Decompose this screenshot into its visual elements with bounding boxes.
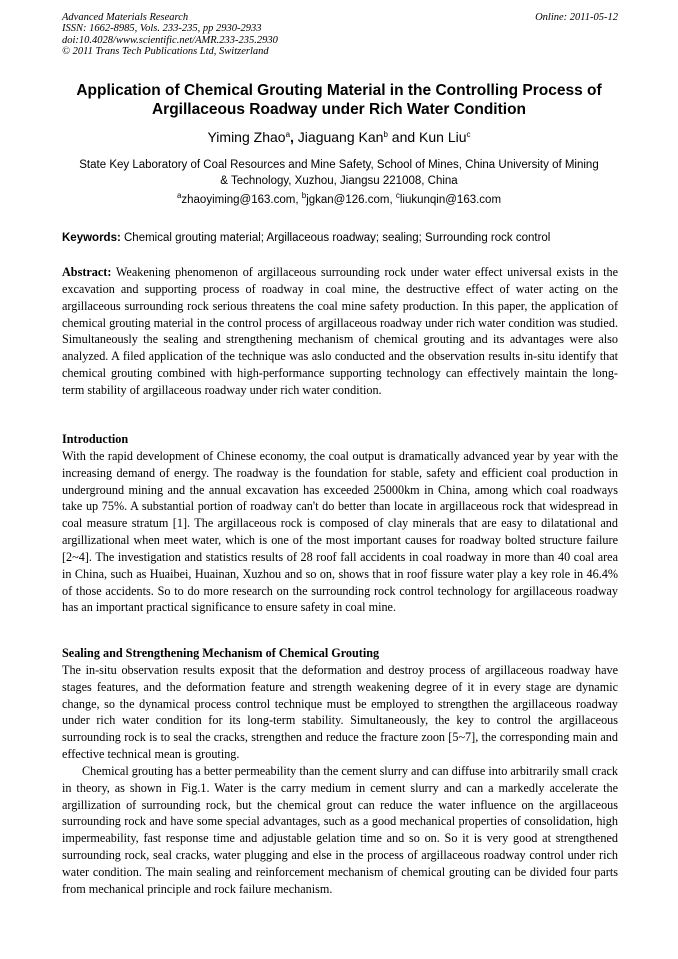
online-date: Online: 2011-05-12 [535, 12, 618, 23]
abstract-text: Weakening phenomenon of argillaceous surrounding rock under water effect universal exists in the excavation and supporting process of roadway in coal mine, the destructive effect of water acting on the argillaceous surrounding rock serious threatens the coal mine safety production. In this paper, the application of chemical grouting material in the control process of argillaceous roadway under rich water condition was studied. Simultaneously the sealing and strengthening mechanism of chemical grouting and its advantages were also analyzed. A filed application of the technique was aslo conducted and the observation results in-situ identify that chemical grouting combined with high-performance supporting technology can effectively maintain the long-term stability of argillaceous roadway under rich water condition. [62, 265, 618, 397]
title-line-2: Argillaceous Roadway under Rich Water Condition [151, 101, 527, 118]
issn-line: ISSN: 1662-8985, Vols. 233-235, pp 2930-2933 [62, 23, 262, 35]
paper-title [40, 81, 638, 119]
author-name: Jiaguang Kan [297, 129, 384, 145]
introduction-heading: Introduction [62, 432, 129, 446]
sealing-paragraph-1: The in-situ observation results exposit that the deformation and destroy process of argillaceous roadway have stages features, and the deformation feature and strength weakening degree of it in every stage are dynamic change, so the dynamical process control technique must be employed to strengthen the argillaceous roadway under rich water condition for its long-term stability. Simultaneously, the key to control the argillaceous surrounding rock is to seal the cracks, strengthen and reduce the fracture zoon [5~7], the corresponding main and effective technical mean is grouting. [62, 662, 618, 762]
email-address[interactable]: zhaoyiming@163.com, [181, 194, 302, 206]
email-superscript: c [395, 191, 400, 200]
author-name: Yiming Zhao [207, 129, 286, 145]
email-address[interactable]: liukunqin@163.com [399, 194, 502, 206]
abstract [62, 264, 618, 399]
keywords-text: Chemical grouting material; Argillaceous roadway; sealing; Surrounding rock control [120, 232, 551, 244]
introduction-section [62, 431, 618, 616]
author-name: Kun Liu [419, 129, 467, 145]
author-list [40, 128, 638, 146]
title-line-1: Application of Chemical Grouting Material in the Controlling Process of [76, 82, 602, 99]
author-superscript: a [285, 130, 291, 139]
sealing-section [62, 645, 618, 898]
author-superscript: b [383, 130, 388, 139]
author-separator: and [387, 129, 420, 145]
introduction-text: With the rapid development of Chinese economy, the coal output is dramatically advanced year by year with the increasing demand of energy. The roadway is the foundation for stable, safety and efficient coal production in underground mining and the annual excavation has exceeded 25000km in China, among which coal roadways take up 75%. A substantial portion of roadway can't do better than locate in argillaceous rock that widespread in coal measure stratum [1]. The argillaceous rock is composed of clay minerals that are easy to dilatational and argillizational when meet water, which is one of the most important causes for roadway bolted structure failure [2~4]. The investigation and statistics results of 28 roof fall accidents in coal roadway in more than 40 coal area in China, such as Huaibei, Huainan, Xuzhou and so on, shows that in roof fissure water play a key role in 46.4% of those accidents. So to do more research on the surrounding rock control technology for argillaceous roadway has an important practical significance to ensure safety in coal mine. [62, 448, 618, 615]
doi-line: doi:10.4028/www.scientific.net/AMR.233-235.2930 [62, 34, 278, 46]
email-superscript: a [176, 191, 182, 200]
author-superscript: c [466, 130, 471, 139]
sealing-paragraph-2: Chemical grouting has a better permeability than the cement slurry and can diffuse into arbitrarily small crack in theory, as shown in Fig.1. Water is the carry medium in cement slurry and can a markedly accelerate the argillization of surrounding rock, but the chemical grout can reduce the water influence on the argillaceous surrounding rock and have some special advantages, such as a good mechanical properties of consolidation, high impermeability, fast response time and adjustable gelation time and so on. So it is very good at strengthened surrounding rock, seal cracks, water plugging and else in the process of argillaceous roadway control under rich water condition. The main sealing and reinforcement mechanism of chemical grouting can be divided four parts from mechanical principle and rock failure mechanism. [62, 763, 618, 896]
keywords-label: Keywords: [62, 232, 121, 244]
journal-name: Advanced Materials Research [62, 12, 189, 23]
abstract-label: Abstract: [62, 265, 112, 279]
author-emails [40, 193, 638, 208]
affiliation: State Key Laboratory of Coal Resources and Mine Safety, School of Mines, China University of Mining & Technology, Xuzhou, Jiangsu 221008, China [79, 159, 599, 187]
author-separator: , [290, 129, 298, 145]
email-address[interactable]: jgkan@126.com, [306, 194, 396, 206]
journal-header [62, 12, 618, 58]
keywords [62, 231, 618, 246]
copyright-line: © 2011 Trans Tech Publications Ltd, Switzerland [62, 46, 269, 58]
sealing-heading: Sealing and Strengthening Mechanism of Chemical Grouting [62, 646, 380, 660]
email-superscript: b [301, 191, 307, 200]
